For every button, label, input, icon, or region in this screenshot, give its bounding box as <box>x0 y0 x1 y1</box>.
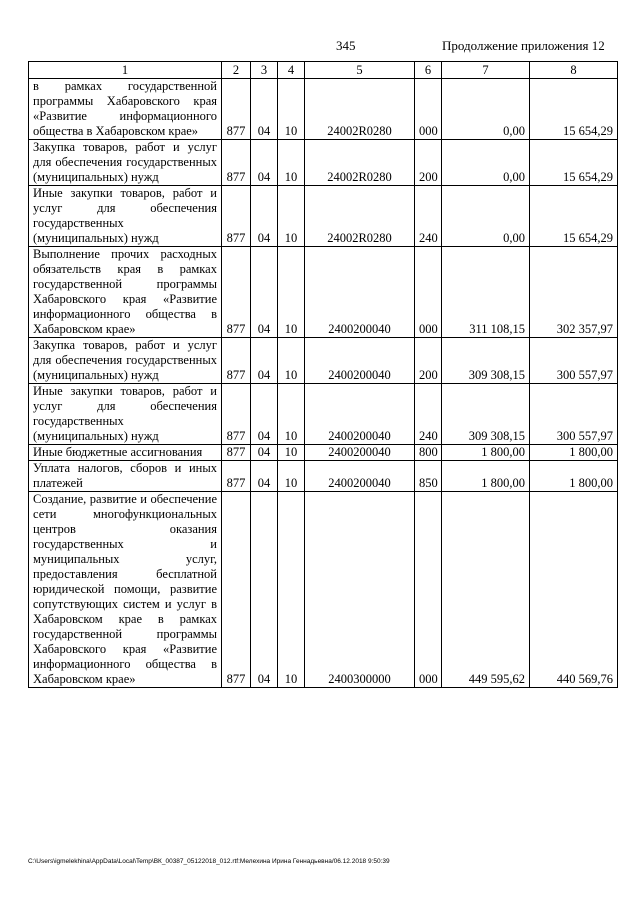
column-header: 1 <box>29 62 222 79</box>
cell-col7: 309 308,15 <box>442 384 530 445</box>
cell-col3: 04 <box>251 140 278 186</box>
table-row <box>29 140 618 186</box>
cell-col3: 04 <box>251 79 278 140</box>
cell-col3: 04 <box>251 338 278 384</box>
table-row <box>29 186 618 247</box>
row-description <box>29 338 222 384</box>
column-header: 8 <box>530 62 618 79</box>
cell-col4: 10 <box>278 247 305 338</box>
cell-col8: 300 557,97 <box>530 338 618 384</box>
row-description <box>29 140 222 186</box>
row-description-text: Выполнение прочих расходных обязательств края в рамках государственной программы Хабаровского края «Развитие информационного общества в Хабаровском крае» <box>33 247 217 336</box>
cell-col2: 877 <box>222 461 251 492</box>
cell-col4: 10 <box>278 492 305 688</box>
column-header: 6 <box>415 62 442 79</box>
row-description <box>29 445 222 461</box>
cell-col6: 000 <box>415 492 442 688</box>
row-description <box>29 492 222 688</box>
cell-col3: 04 <box>251 247 278 338</box>
cell-col3: 04 <box>251 492 278 688</box>
table-row <box>29 492 618 688</box>
cell-col4: 10 <box>278 445 305 461</box>
cell-col6: 240 <box>415 186 442 247</box>
cell-col5: 24002R0280 <box>305 186 415 247</box>
row-description <box>29 79 222 140</box>
cell-col6: 000 <box>415 79 442 140</box>
cell-col5: 24002R0280 <box>305 140 415 186</box>
cell-col2: 877 <box>222 140 251 186</box>
cell-col3: 04 <box>251 461 278 492</box>
page-number: 345 <box>336 38 356 53</box>
cell-col2: 877 <box>222 186 251 247</box>
row-description <box>29 186 222 247</box>
cell-col5: 2400200040 <box>305 384 415 445</box>
cell-col4: 10 <box>278 384 305 445</box>
cell-col8: 1 800,00 <box>530 445 618 461</box>
cell-col4: 10 <box>278 186 305 247</box>
row-description <box>29 461 222 492</box>
cell-col6: 000 <box>415 247 442 338</box>
row-description-text: Уплата налогов, сборов и иных платежей <box>33 461 217 490</box>
column-header: 2 <box>222 62 251 79</box>
cell-col7: 309 308,15 <box>442 338 530 384</box>
cell-col7: 449 595,62 <box>442 492 530 688</box>
cell-col2: 877 <box>222 338 251 384</box>
cell-col7: 1 800,00 <box>442 445 530 461</box>
cell-col8: 300 557,97 <box>530 384 618 445</box>
table-header-row <box>29 62 618 79</box>
column-header: 4 <box>278 62 305 79</box>
cell-col5: 2400200040 <box>305 461 415 492</box>
row-description-text: Иные закупки товаров, работ и услуг для обеспечения государственных (муниципальных) нужд <box>33 384 217 443</box>
row-description <box>29 247 222 338</box>
cell-col8: 15 654,29 <box>530 140 618 186</box>
cell-col2: 877 <box>222 247 251 338</box>
row-description <box>29 384 222 445</box>
cell-col7: 1 800,00 <box>442 461 530 492</box>
cell-col8: 302 357,97 <box>530 247 618 338</box>
cell-col3: 04 <box>251 384 278 445</box>
cell-col4: 10 <box>278 79 305 140</box>
cell-col2: 877 <box>222 384 251 445</box>
row-description-text: Закупка товаров, работ и услуг для обеспечения государственных (муниципальных) нужд <box>33 140 217 184</box>
cell-col8: 15 654,29 <box>530 79 618 140</box>
cell-col6: 200 <box>415 140 442 186</box>
continuation-title: Продолжение приложения 12 <box>442 38 605 53</box>
cell-col7: 0,00 <box>442 140 530 186</box>
row-description-text: в рамках государственной программы Хабаровского края «Развитие информационного общества в Хабаровском крае» <box>33 79 217 138</box>
table-row <box>29 384 618 445</box>
cell-col7: 311 108,15 <box>442 247 530 338</box>
cell-col6: 800 <box>415 445 442 461</box>
table-row <box>29 461 618 492</box>
cell-col5: 2400200040 <box>305 445 415 461</box>
cell-col4: 10 <box>278 140 305 186</box>
cell-col8: 440 569,76 <box>530 492 618 688</box>
cell-col5: 2400200040 <box>305 338 415 384</box>
column-header: 3 <box>251 62 278 79</box>
column-header: 7 <box>442 62 530 79</box>
column-header: 5 <box>305 62 415 79</box>
cell-col8: 1 800,00 <box>530 461 618 492</box>
table-row <box>29 445 618 461</box>
table-row <box>29 338 618 384</box>
cell-col5: 2400200040 <box>305 247 415 338</box>
cell-col6: 850 <box>415 461 442 492</box>
cell-col5: 2400300000 <box>305 492 415 688</box>
cell-col2: 877 <box>222 445 251 461</box>
cell-col4: 10 <box>278 338 305 384</box>
row-description-text: Иные закупки товаров, работ и услуг для обеспечения государственных (муниципальных) нужд <box>33 186 217 245</box>
cell-col6: 200 <box>415 338 442 384</box>
row-description-text: Создание, развитие и обеспечение сети многофункциональных центров оказания государственных и муниципальных услуг, предоставления бесплатной юридической помощи, развитие сопутствующих систем и услуг в Хабаровском крае в рамках государственной программы Хабаровского края «Развитие информационного общества в Хабаровском крае» <box>33 492 217 686</box>
cell-col8: 15 654,29 <box>530 186 618 247</box>
footer-file-path: C:\Users\igmelekhina\AppData\Local\Temp\ВК_00387_05122018_012.rtf:Мелехина Ирина Геннадьевна/06.12.2018 9:50:39 <box>28 858 390 865</box>
cell-col3: 04 <box>251 186 278 247</box>
cell-col7: 0,00 <box>442 186 530 247</box>
row-description-text: Закупка товаров, работ и услуг для обеспечения государственных (муниципальных) нужд <box>33 338 217 382</box>
cell-col2: 877 <box>222 79 251 140</box>
cell-col4: 10 <box>278 461 305 492</box>
row-description-text: Иные бюджетные ассигнования <box>33 445 203 459</box>
cell-col6: 240 <box>415 384 442 445</box>
cell-col7: 0,00 <box>442 79 530 140</box>
cell-col5: 24002R0280 <box>305 79 415 140</box>
table-row <box>29 79 618 140</box>
table-row <box>29 247 618 338</box>
cell-col2: 877 <box>222 492 251 688</box>
cell-col3: 04 <box>251 445 278 461</box>
budget-table <box>28 61 618 688</box>
